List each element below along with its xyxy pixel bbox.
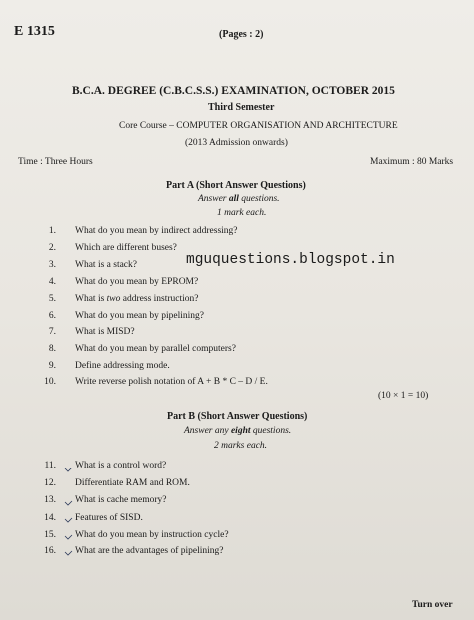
question-text: Features of SISD.	[75, 513, 143, 523]
question-text: What is cache memory?	[75, 495, 167, 505]
part-a-marks: 1 mark each.	[217, 208, 267, 218]
semester: Third Semester	[208, 102, 275, 113]
question-text: What do you mean by instruction cycle?	[75, 530, 229, 540]
course-name: Core Course – COMPUTER ORGANISATION AND ARCHITECTURE	[119, 121, 398, 131]
question-number: 13.	[44, 495, 56, 505]
maximum-marks: Maximum : 80 Marks	[370, 157, 454, 167]
question-text: What is a control word?	[75, 461, 167, 471]
part-a-title: Part A (Short Answer Questions)	[166, 180, 306, 191]
question-text: Write reverse polish notation of A + B * C – D / E.	[75, 377, 268, 387]
question-number: 14.	[44, 513, 56, 523]
question-number: 11.	[44, 461, 56, 471]
question-number: 2.	[48, 243, 56, 253]
question-number: 4.	[48, 277, 56, 287]
question-text: What is MISD?	[75, 327, 135, 337]
paper-code: E 1315	[14, 24, 55, 39]
question-number: 6.	[48, 311, 56, 321]
question-text: What do you mean by EPROM?	[75, 277, 199, 287]
part-a-instruction: Answer all questions.	[198, 194, 280, 204]
question-text: What are the advantages of pipelining?	[75, 546, 224, 556]
question-number: 8.	[48, 344, 56, 354]
question-number: 7.	[48, 327, 56, 337]
question-text: Define addressing mode.	[75, 361, 170, 371]
part-b-title: Part B (Short Answer Questions)	[167, 411, 308, 422]
question-number: 5.	[48, 294, 56, 304]
blog-watermark: mguquestions.blogspot.in	[186, 252, 395, 268]
question-text: Which are different buses?	[75, 243, 177, 253]
question-number: 15.	[44, 530, 56, 540]
part-b-instruction: Answer any eight questions.	[184, 426, 292, 436]
exam-title: B.C.A. DEGREE (C.B.C.S.S.) EXAMINATION, OCTOBER 2015	[72, 85, 395, 97]
marks-tally: (10 × 1 = 10)	[378, 391, 429, 401]
question-text: What do you mean by pipelining?	[75, 311, 205, 321]
question-number: 12.	[44, 478, 56, 488]
question-text: Differentiate RAM and ROM.	[75, 478, 190, 488]
question-text: What do you mean by indirect addressing?	[75, 226, 238, 236]
pen-tick-marks	[64, 468, 74, 558]
admission-note: (2013 Admission onwards)	[185, 138, 288, 148]
question-number: 3.	[48, 260, 56, 270]
question-number: 10.	[44, 377, 56, 387]
question-text: What do you mean by parallel computers?	[75, 344, 236, 354]
time-allowed: Time : Three Hours	[18, 157, 93, 167]
turn-over: Turn over	[412, 600, 453, 610]
question-number: 1.	[48, 226, 56, 236]
part-b-marks: 2 marks each.	[214, 441, 268, 451]
question-text: What is two address instruction?	[75, 294, 199, 304]
question-number: 16.	[44, 546, 56, 556]
page-count: (Pages : 2)	[219, 29, 264, 40]
question-number: 9.	[48, 361, 56, 371]
question-text: What is a stack?	[75, 260, 137, 270]
